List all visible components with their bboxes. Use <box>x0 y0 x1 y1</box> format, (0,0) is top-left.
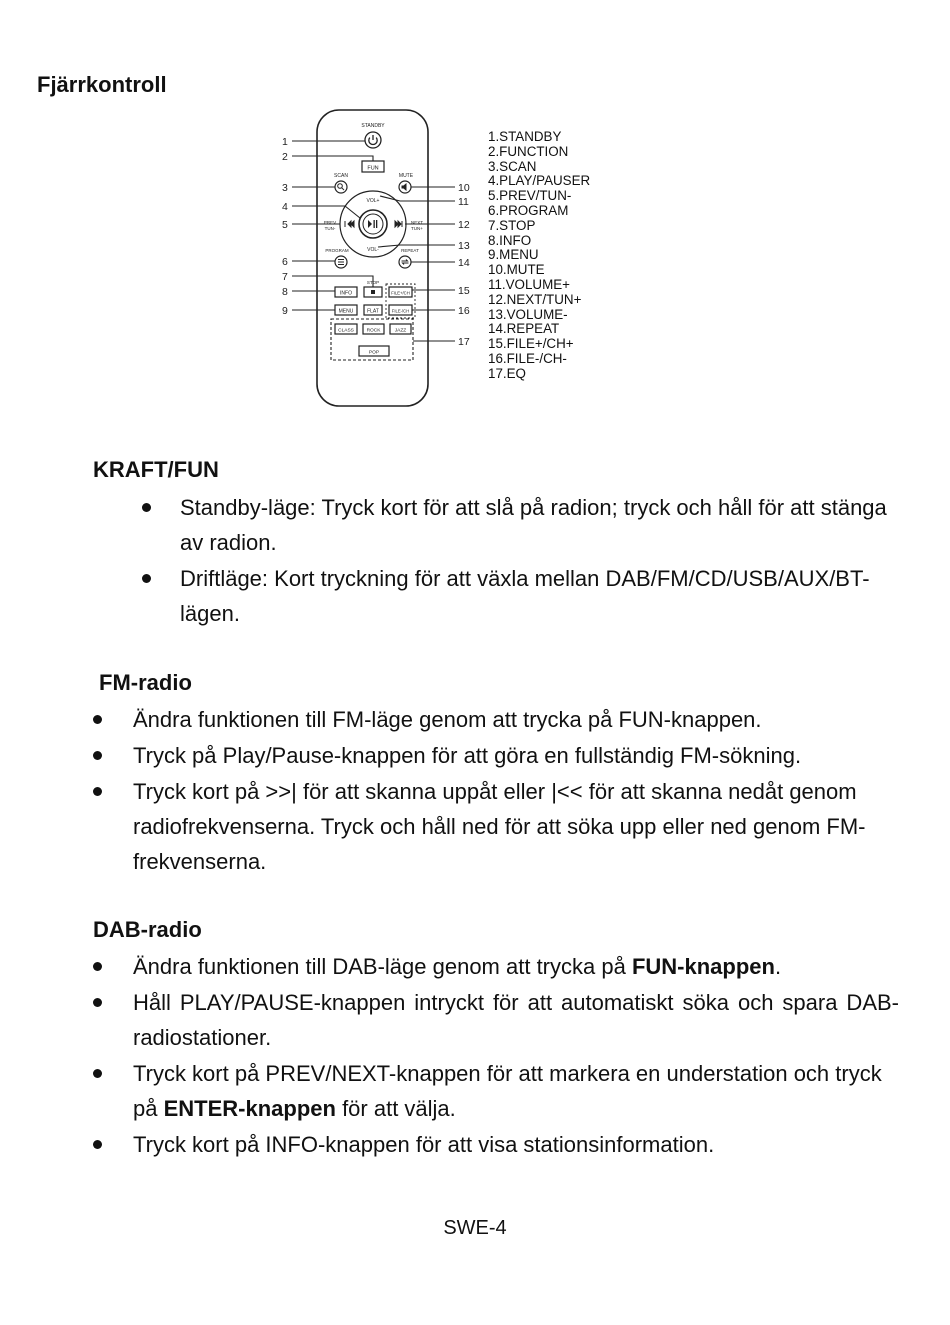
page-number: SWE-4 <box>443 1217 507 1239</box>
legend-item: 8.INFO <box>488 232 532 248</box>
remote-legend <box>488 130 590 382</box>
power-icon <box>369 135 377 145</box>
list-item: Standby-läge: Tryck kort för att slå på radion; tryck och håll för att stänga av radion. <box>180 490 900 560</box>
legend-item: 16.FILE-/CH- <box>488 350 567 366</box>
svg-text:TUN+: TUN+ <box>411 226 423 231</box>
svg-text:11: 11 <box>458 196 469 208</box>
svg-text:VOL-: VOL- <box>367 247 379 253</box>
legend-item: 11.VOLUME+ <box>488 276 570 292</box>
svg-text:FILE-/CH: FILE-/CH <box>391 308 410 314</box>
svg-text:ROCK: ROCK <box>366 328 381 334</box>
legend-item: 4.PLAY/PAUSER <box>488 173 591 189</box>
stop-icon <box>371 290 375 294</box>
repeat-icon <box>402 260 409 265</box>
svg-text:14: 14 <box>458 257 470 269</box>
svg-text:MUTE: MUTE <box>398 173 414 179</box>
legend-item: 5.PREV/TUN- <box>488 188 572 204</box>
list-item: Tryck på Play/Pause-knappen för att göra en fullständig FM-sökning. <box>133 738 893 773</box>
list-item: Ändra funktionen till FM-läge genom att trycka på FUN-knappen. <box>133 702 893 737</box>
legend-item: 9.MENU <box>488 247 539 263</box>
svg-text:PROGRAM: PROGRAM <box>325 248 349 253</box>
remote-diagram <box>0 0 950 420</box>
list-item: Tryck kort på >>| för att skanna uppåt eller |<< för att skanna nedåt genom radiofrekvenserna. Tryck och håll ned för att söka upp eller ned genom FM-frekvenserna. <box>133 774 893 879</box>
svg-text:17: 17 <box>458 336 470 348</box>
svg-text:FILE+/CH: FILE+/CH <box>391 290 410 296</box>
svg-text:TUN-: TUN- <box>324 226 336 231</box>
svg-text:4: 4 <box>282 201 288 213</box>
svg-text:3: 3 <box>282 182 288 194</box>
svg-text:PREV: PREV <box>323 220 337 225</box>
fm-heading: FM-radio <box>99 670 192 695</box>
legend-item: 3.SCAN <box>488 158 537 174</box>
page-title: Fjärrkontroll <box>37 72 167 97</box>
svg-text:9: 9 <box>282 305 288 317</box>
svg-text:16: 16 <box>458 305 470 317</box>
svg-text:MENU: MENU <box>338 308 354 315</box>
legend-item: 17.EQ <box>488 365 526 381</box>
svg-text:2: 2 <box>282 151 288 163</box>
svg-text:FLAT: FLAT <box>367 308 379 315</box>
svg-text:7: 7 <box>282 271 288 283</box>
svg-text:SCAN: SCAN <box>334 173 348 179</box>
fm-list <box>133 702 893 880</box>
svg-text:12: 12 <box>458 219 470 231</box>
standby-label: STANDBY <box>361 123 385 129</box>
remote-body <box>317 110 428 406</box>
list-item: Håll PLAY/PAUSE-knappen intryckt för att automatiskt söka och spara DAB-radiostationer. <box>133 985 899 1055</box>
dab-list <box>133 949 899 1163</box>
legend-item: 10.MUTE <box>488 262 545 278</box>
list-item: Tryck kort på INFO-knappen för att visa stationsinformation. <box>133 1127 899 1162</box>
legend-item: 13.VOLUME- <box>488 306 568 322</box>
program-icon <box>338 260 344 265</box>
svg-text:POP: POP <box>368 350 380 356</box>
dab-heading: DAB-radio <box>93 917 202 942</box>
svg-text:STOP: STOP <box>366 280 380 285</box>
svg-text:13: 13 <box>458 240 470 252</box>
svg-text:JAZZ: JAZZ <box>394 328 407 334</box>
kraft-list <box>180 490 900 632</box>
list-item: Driftläge: Kort tryckning för att växla mellan DAB/FM/CD/USB/AUX/BT-lägen. <box>180 561 900 631</box>
svg-text:10: 10 <box>458 182 470 194</box>
svg-text:FUN: FUN <box>367 165 379 172</box>
next-icon <box>395 221 402 227</box>
legend-item: 7.STOP <box>488 217 536 233</box>
speaker-icon <box>402 183 407 191</box>
prev-icon <box>345 221 354 227</box>
svg-text:5: 5 <box>282 219 288 231</box>
legend-item: 2.FUNCTION <box>488 143 569 159</box>
list-item: Tryck kort på PREV/NEXT-knappen för att markera en understation och tryck på ENTER-knappen för att välja. <box>133 1056 899 1126</box>
svg-text:REPEAT: REPEAT <box>401 248 419 253</box>
svg-text:1: 1 <box>282 136 288 148</box>
kraft-heading: KRAFT/FUN <box>93 457 219 482</box>
repeat-button <box>399 256 411 268</box>
svg-text:15: 15 <box>458 285 470 297</box>
svg-text:6: 6 <box>282 256 288 268</box>
legend-item: 1.STANDBY <box>488 129 562 144</box>
legend-item: 14.REPEAT <box>488 321 560 337</box>
scan-button <box>335 181 347 193</box>
svg-text:NEXT: NEXT <box>410 220 424 225</box>
svg-text:INFO: INFO <box>340 290 352 297</box>
svg-text:8: 8 <box>282 286 288 298</box>
legend-item: 15.FILE+/CH+ <box>488 336 574 352</box>
svg-text:VOL+: VOL+ <box>366 198 380 204</box>
legend-item: 12.NEXT/TUN+ <box>488 291 582 307</box>
list-item: Ändra funktionen till DAB-läge genom att trycka på FUN-knappen. <box>133 949 899 984</box>
play-pause-icon <box>368 220 377 228</box>
legend-item: 6.PROGRAM <box>488 202 569 218</box>
svg-text:CLASS: CLASS <box>338 328 354 334</box>
magnifier-icon <box>338 184 344 190</box>
